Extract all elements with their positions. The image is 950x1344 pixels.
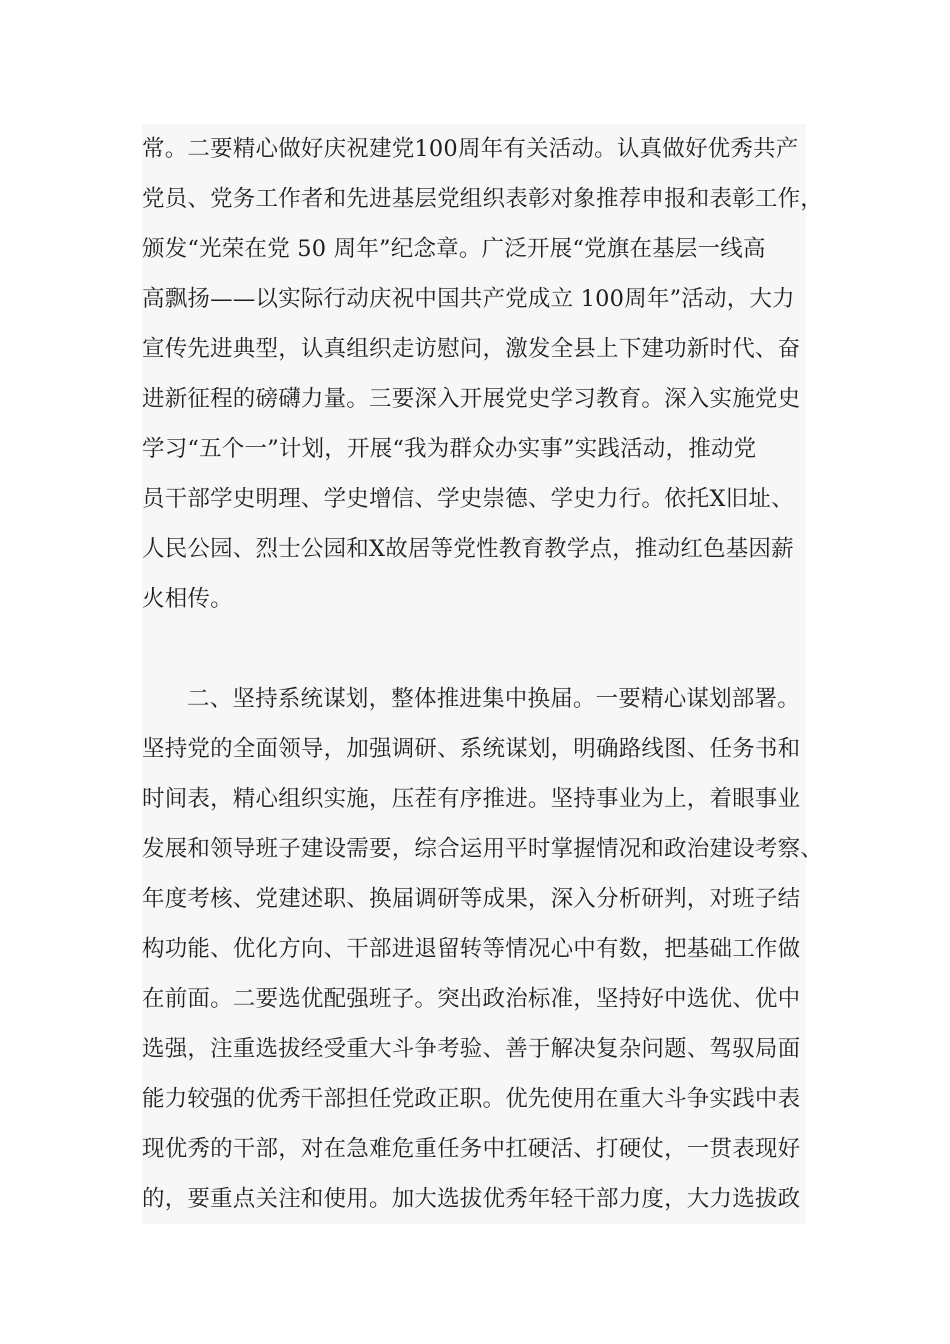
text-line: 颁发“光荣在党 50 周年”纪念章。广泛开展“党旗在基层一线高 — [142, 236, 766, 262]
paragraph-2 — [142, 674, 824, 1224]
text-line: 坚持党的全面领导，加强调研、系统谋划，明确路线图、任务书和 — [142, 736, 801, 762]
paragraph-spacer — [142, 624, 806, 674]
text-line: 员干部学史明理、学史增信、学史崇德、学史力行。依托X旧址、 — [142, 486, 794, 512]
text-line: 时间表，精心组织实施，压茬有序推进。坚持事业为上，着眼事业 — [142, 786, 801, 812]
text-line: 人民公园、烈士公园和X故居等党性教育教学点，推动红色基因薪 — [142, 536, 794, 562]
text-line: 构功能、优化方向、干部进退留转等情况心中有数，把基础工作做 — [142, 936, 801, 962]
text-line: 发展和领导班子建设需要，综合运用平时掌握情况和政治建设考察、 — [142, 836, 824, 862]
text-line: 党员、党务工作者和先进基层党组织表彰对象推荐申报和表彰工作， — [142, 186, 824, 212]
text-line: 选强，注重选拔经受重大斗争考验、善于解决复杂问题、驾驭局面 — [142, 1036, 801, 1062]
text-line: 年度考核、党建述职、换届调研等成果，深入分析研判，对班子结 — [142, 886, 801, 912]
text-line: 学习“五个一”计划，开展“我为群众办实事”实践活动，推动党 — [142, 436, 757, 462]
text-line: 宣传先进典型，认真组织走访慰问，激发全县上下建功新时代、奋 — [142, 336, 801, 362]
text-line: 的，要重点关注和使用。加大选拔优秀年轻干部力度，大力选拔政 — [142, 1186, 801, 1212]
paragraph-1 — [142, 124, 824, 624]
text-line: 常。二要精心做好庆祝建党100周年有关活动。认真做好优秀共产 — [142, 136, 799, 162]
text-line: 在前面。二要选优配强班子。突出政治标准，坚持好中选优、优中 — [142, 986, 801, 1012]
document-body — [142, 124, 824, 1224]
text-line: 能力较强的优秀干部担任党政正职。优先使用在重大斗争实践中表 — [142, 1086, 801, 1112]
text-line: 进新征程的磅礴力量。三要深入开展党史学习教育。深入实施党史 — [142, 386, 801, 412]
text-line: 火相传。 — [142, 586, 233, 612]
text-line: 现优秀的干部，对在急难危重任务中扛硬活、打硬仗，一贯表现好 — [142, 1136, 801, 1162]
text-line: 高飘扬——以实际行动庆祝中国共产党成立 100周年”活动，大力 — [142, 286, 795, 312]
paragraph-heading-line: 二、坚持系统谋划，整体推进集中换届。一要精心谋划部署。 — [187, 686, 800, 712]
